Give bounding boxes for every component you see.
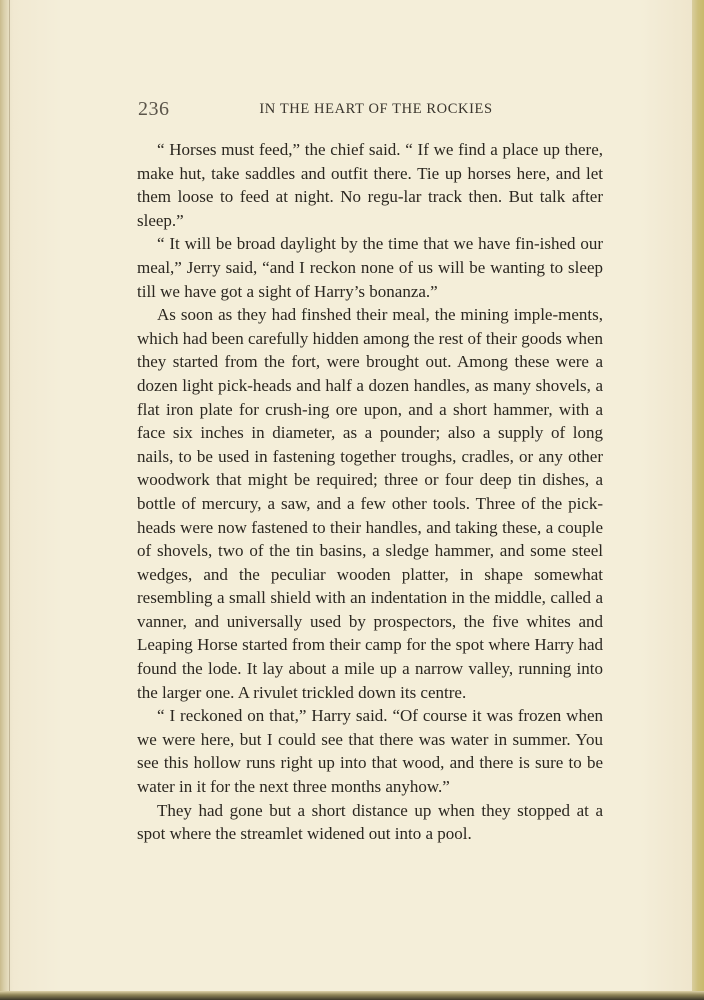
- paragraph: “ I reckoned on that,” Harry said. “Of course it was frozen when we were here, but I could see that there was water in summer. You see this hollow runs right up into that wood, and there is sure to be water in it for the next three months anyhow.”: [137, 706, 603, 797]
- paragraph: They had gone but a short distance up when they stopped at a spot where the streamlet widened out into a pool.: [137, 800, 603, 844]
- paragraph: “ Horses must feed,” the chief said. “ If we find a place up there, make hut, take saddles and outfit there. Tie up horses here, and let them loose to feed at night. No regu-lar track then. But talk after sleep.”: [137, 140, 603, 230]
- paragraph: As soon as they had finshed their meal, the mining imple-ments, which had been carefully hidden among the rest of their goods when they started from the fort, were brought out. Among these were a dozen light pick-heads and half a dozen handles, as many shovels, a flat iron plate for crush-ing ore upon, and a short hammer, with a face six inches in diameter, as a pounder; also a supply of long nails, to be used in fastening together troughs, cradles, or any other woodwork that might be required; three or four deep tin dishes, a bottle of mercury, a saw, and a few other tools. Three of the pick-heads were now fastened to their handles, and taking these, a couple of shovels, two of the tin basins, a sledge hammer, and some steel wedges, and the peculiar wooden platter, in shape somewhat resembling a small shield with an indentation in the middle, called a vanner, and universally used by prospectors, the five whites and Leaping Horse started from their camp for the spot where Harry had found the lode. It lay about a mile up a narrow valley, running into the larger one. A rivulet trickled down its centre.: [137, 305, 603, 702]
- page-gutter-edge: [0, 0, 9, 1000]
- page-header: [138, 98, 604, 120]
- running-head: IN THE HEART OF THE ROCKIES: [259, 101, 493, 117]
- page-number: 236: [138, 98, 170, 120]
- page-bottom-edge: [0, 991, 704, 1000]
- page-right-edge: [692, 0, 704, 1000]
- paragraph: “ It will be broad daylight by the time that we have fin-ished our meal,” Jerry said, “and I reckon none of us will be wanting to sleep till we have got a sight of Harry’s bonanza.”: [137, 234, 603, 301]
- body-text: [137, 138, 603, 846]
- page-gutter-line: [9, 0, 10, 1000]
